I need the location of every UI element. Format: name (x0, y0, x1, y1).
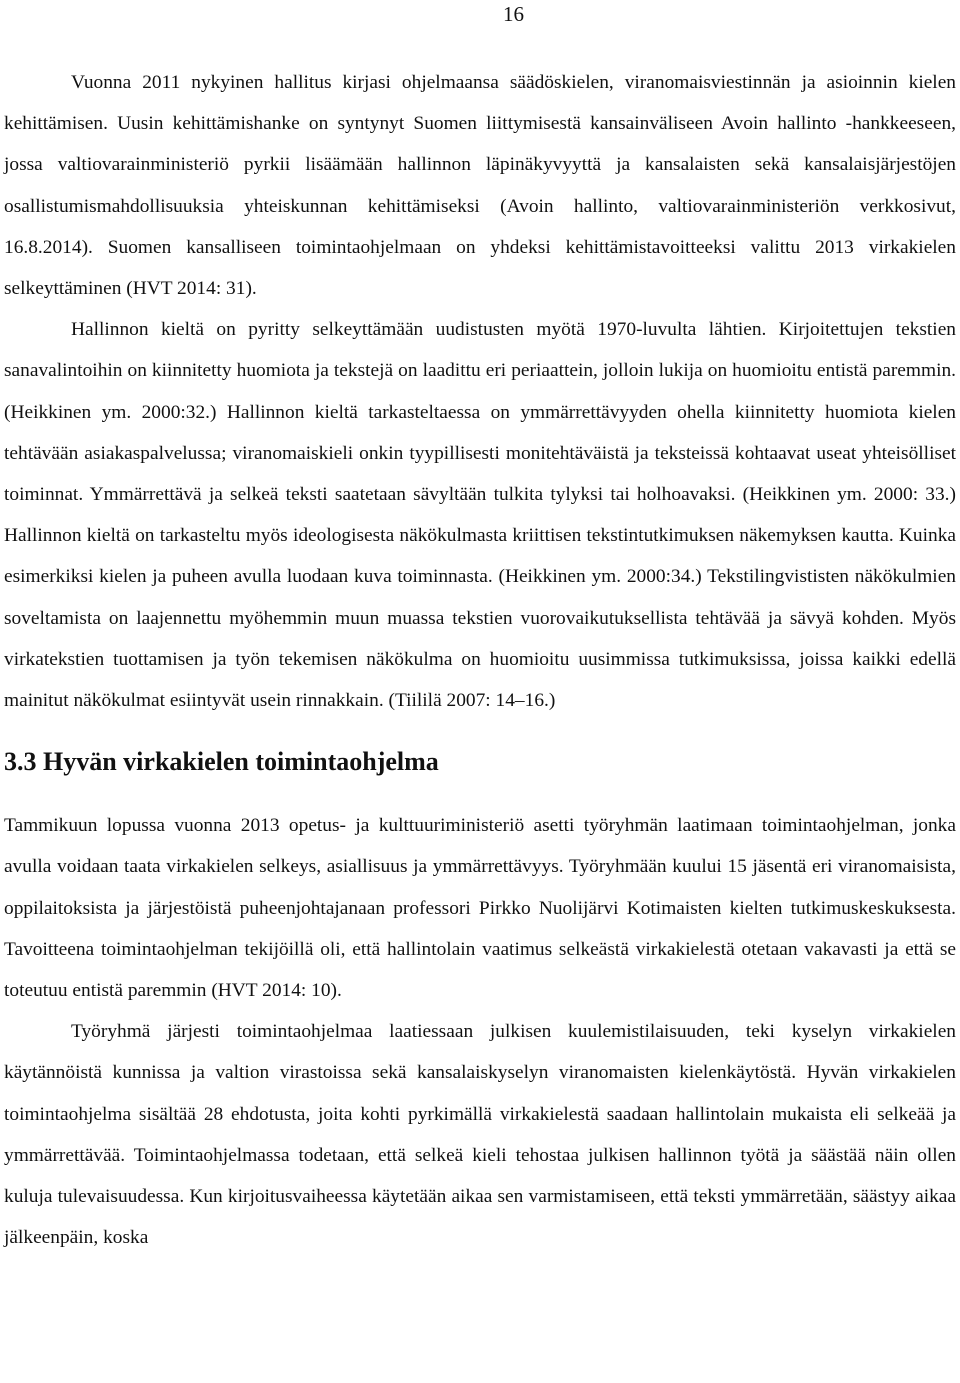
section-heading: 3.3 Hyvän virkakielen toimintaohjelma (4, 747, 439, 777)
paragraph-tyoryhma-asetettiin: Tammikuun lopussa vuonna 2013 opetus- ja kulttuuriministeriö asetti työryhmän laatimaan toimintaohjelman, jonka avulla voidaan taata virkakielen selkeys, asiallisuus ja ymmärrettävyys. Työryhmään kuului 15 jäsentä eri viranomaisista, oppilaitoksista ja järjestöistä puheenjohtajanaan professori Pirkko Nuolijärvi Kotimaisten kielten tutkimuskeskuksesta. Tavoitteena toimintaohjelman tekijöillä oli, että hallintolain vaatimus selkeästä virkakielestä otetaan vakavasti ja että se toteutuu entistä paremmin (HVT 2014: 10). (4, 815, 956, 1002)
page-number: 16 (503, 2, 524, 26)
page-body (4, 62, 956, 1258)
paragraph-toimintaohjelma: Työryhmä järjesti toimintaohjelmaa laatiessaan julkisen kuulemistilaisuuden, teki kyselyn virkakielen käytännöistä kunnissa ja valtion virastoissa sekä kansalaiskyselyn viranomaisten kielenkäytöstä. Hyvän virkakielen toimintaohjelma sisältää 28 ehdotusta, joita kohti pyrkimällä virkakielestä saadaan hallintolain mukaista eli selkeää ja ymmärrettävää. Toimintaohjelmassa todetaan, että selkeä kieli tehostaa julkisen hallinnon työtä ja säästää näin ollen kuluja tulevaisuudessa. Kun kirjoitusvaiheessa käytetään aikaa sen varmistamiseen, että teksti ymmärretään, säästyy aikaa jälkeenpäin, koska (4, 1021, 956, 1249)
paragraph-hallinnon-kieli: Hallinnon kieltä on pyritty selkeyttämään uudistusten myötä 1970-luvulta lähtien. Kirjoitettujen tekstien sanavalintoihin on kiinnitetty huomiota ja tekstejä on laadittu eri periaattein, jolloin lukija on huomioitu entistä paremmin. (Heikkinen ym. 2000:32.) Hallinnon kieltä tarkasteltaessa on ymmärrettävyyden ohella kiinnitetty huomiota kielen tehtävään asiakaspalvelussa; viranomaiskieli onkin tyypillisesti monitehtäväistä ja teksteissä kohtaavat useat yhteisölliset toiminnat. Ymmärrettävä ja selkeä teksti saatetaan sävyltään tulkita tylyksi tai holhoavaksi. (Heikkinen ym. 2000: 33.) Hallinnon kieltä on tarkasteltu myös ideologisesta näkökulmasta kriittisen tekstintutkimuksen näkemyksen kautta. Kuinka esimerkiksi kielen ja puheen avulla luodaan kuva toiminnasta. (Heikkinen ym. 2000:34.) Tekstilingvististen näkökulmien soveltamista on laajennettu myöhemmin muun muassa tekstien vuorovaikutuksellista tehtävää ja sävyä kohden. Myös virkatekstien tuottamisen ja työn tekemisen näkökulma on huomioitu uusimmissa tutkimuksissa, joissa kaikki edellä mainitut näkökulmat esiintyvät usein rinnakkain. (Tiililä 2007: 14–16.) (4, 319, 956, 712)
paragraph-avoin-hallinto: Vuonna 2011 nykyinen hallitus kirjasi ohjelmaansa säädöskielen, viranomaisviestinnän ja asioinnin kielen kehittämisen. Uusin kehittämishanke on syntynyt Suomen liittymisestä kansainväliseen Avoin hallinto -hankkeeseen, jossa valtiovarainministeriö pyrkii lisäämään hallinnon läpinäkyvyyttä ja kansalaisten sekä kansalaisjärjestöjen osallistumismahdollisuuksia yhteiskunnan kehittämiseksi (Avoin hallinto, valtiovarainministeriön verkkosivut, 16.8.2014). Suomen kansalliseen toimintaohjelmaan on yhdeksi kehittämistavoitteeksi valittu 2013 virkakielen selkeyttäminen (HVT 2014: 31). (4, 72, 956, 300)
